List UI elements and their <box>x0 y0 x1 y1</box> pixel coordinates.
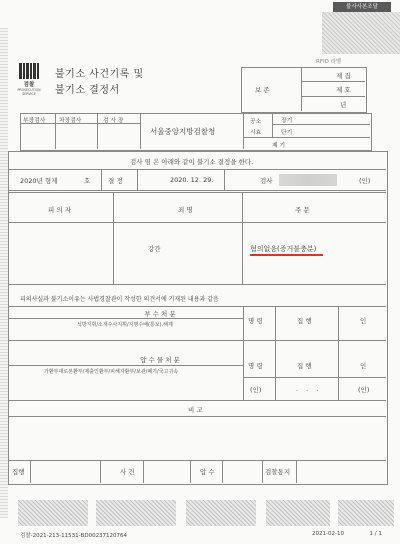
rfid-label: RFID 라벨 <box>316 59 342 65</box>
approval-head-1: 부장검사 <box>23 118 46 124</box>
prescription-long: 장기 <box>281 118 293 124</box>
remarks-label: 비 고 <box>188 406 203 414</box>
seizure-disposition-title: 압 수 물 처 분 <box>140 356 180 364</box>
preservation-volume: 제 집 <box>336 72 351 80</box>
logo-sub: PROSECUTION SERVICE <box>17 88 41 96</box>
document-id: 검찰-2021-213-11531-BD00237120764 <box>20 533 128 539</box>
prescription-short: 단기 <box>281 130 293 136</box>
preservation-year: 년 <box>340 101 347 109</box>
copy-stamp: 불사사본조달 <box>333 2 391 12</box>
prescription-label-1: 공소 <box>250 119 262 125</box>
preservation-label: 보 존 <box>255 86 270 94</box>
attached-disposition-desc: 석방지휘/소재수사지휘/지명수배(통보),해제 <box>77 322 173 328</box>
title-line-1: 불기소 사건기록 및 <box>55 69 144 80</box>
seizure-seal-label: 인 <box>360 362 367 370</box>
attached-exec-label: 집 행 <box>297 317 312 325</box>
attached-seal-label: 인 <box>360 317 367 325</box>
issue-date-value: 2021-02-10 <box>312 531 344 537</box>
decision-label: 결 정 <box>108 177 123 185</box>
security-pattern-bottom-5 <box>338 500 394 526</box>
issue-date <box>312 531 382 537</box>
charge-value: 강간 <box>148 245 161 253</box>
column-suspect: 피 의 자 <box>48 206 71 214</box>
column-disposition: 주 문 <box>295 206 310 214</box>
prosecution-logo <box>15 63 43 96</box>
footer-seizure: 압 수 <box>200 468 215 476</box>
decision-date: 2020. 12. 29. <box>170 176 214 184</box>
case-number-label: 호 <box>84 177 91 185</box>
prosecutor-label: 검사 <box>260 177 273 185</box>
reason-text: 피의사실과 불기소이유는 사법경찰관이 작성한 의견서에 기재된 내용과 같음 <box>20 296 219 303</box>
column-charge: 죄 명 <box>178 206 193 214</box>
security-pattern-left <box>0 28 8 518</box>
page-indicator: 1 / 1 <box>369 531 382 537</box>
seizure-order-label: 명 령 <box>248 362 263 370</box>
prescription-label-2: 시효 <box>250 130 262 136</box>
attached-order-label: 명 령 <box>248 317 263 325</box>
prosecutor-seal: (인) <box>359 177 371 185</box>
seizure-dots: . . . <box>296 385 322 393</box>
attached-disposition-title: 부 수 처 분 <box>144 310 176 318</box>
seizure-seal-2: (인) <box>358 386 370 394</box>
redacted-prosecutor-name <box>279 174 337 186</box>
logo-word: 검찰 <box>23 82 35 88</box>
approval-head-3: 검 사 장 <box>103 118 124 124</box>
security-pattern-bottom-1 <box>18 500 88 526</box>
security-pattern-bottom-2 <box>96 500 176 526</box>
disposition-value: 혐의없음(증거불충분) <box>250 245 317 253</box>
document-title <box>55 67 144 99</box>
footer-notice: 검찰통지 <box>265 468 291 476</box>
approval-head-2: 차장검사 <box>59 118 82 124</box>
case-year: 2020년 형제 <box>20 177 58 185</box>
notice-text: 검사 염 은 아래와 같이 불기소 결정을 한다. <box>130 158 254 166</box>
security-pattern-bottom-4 <box>266 500 330 526</box>
footer-case: 사 건 <box>120 468 135 476</box>
preservation-number: 제 호 <box>336 86 351 94</box>
period-label: 제 기 <box>272 143 286 149</box>
seizure-seal: (인) <box>250 386 262 394</box>
office-name: 서울중앙지방검찰청 <box>150 127 216 136</box>
red-underline <box>250 254 323 256</box>
security-pattern-top <box>322 12 400 54</box>
seizure-exec-label: 집 행 <box>297 362 312 370</box>
title-line-2: 불기소 결정서 <box>55 85 120 96</box>
seizure-disposition-desc: 가환부대로본환부/제출인환부/피해자환부/보관/폐기/국고귀속 <box>44 369 179 375</box>
security-pattern-bottom-3 <box>186 500 256 526</box>
footer-execution: 집행 <box>12 468 25 476</box>
